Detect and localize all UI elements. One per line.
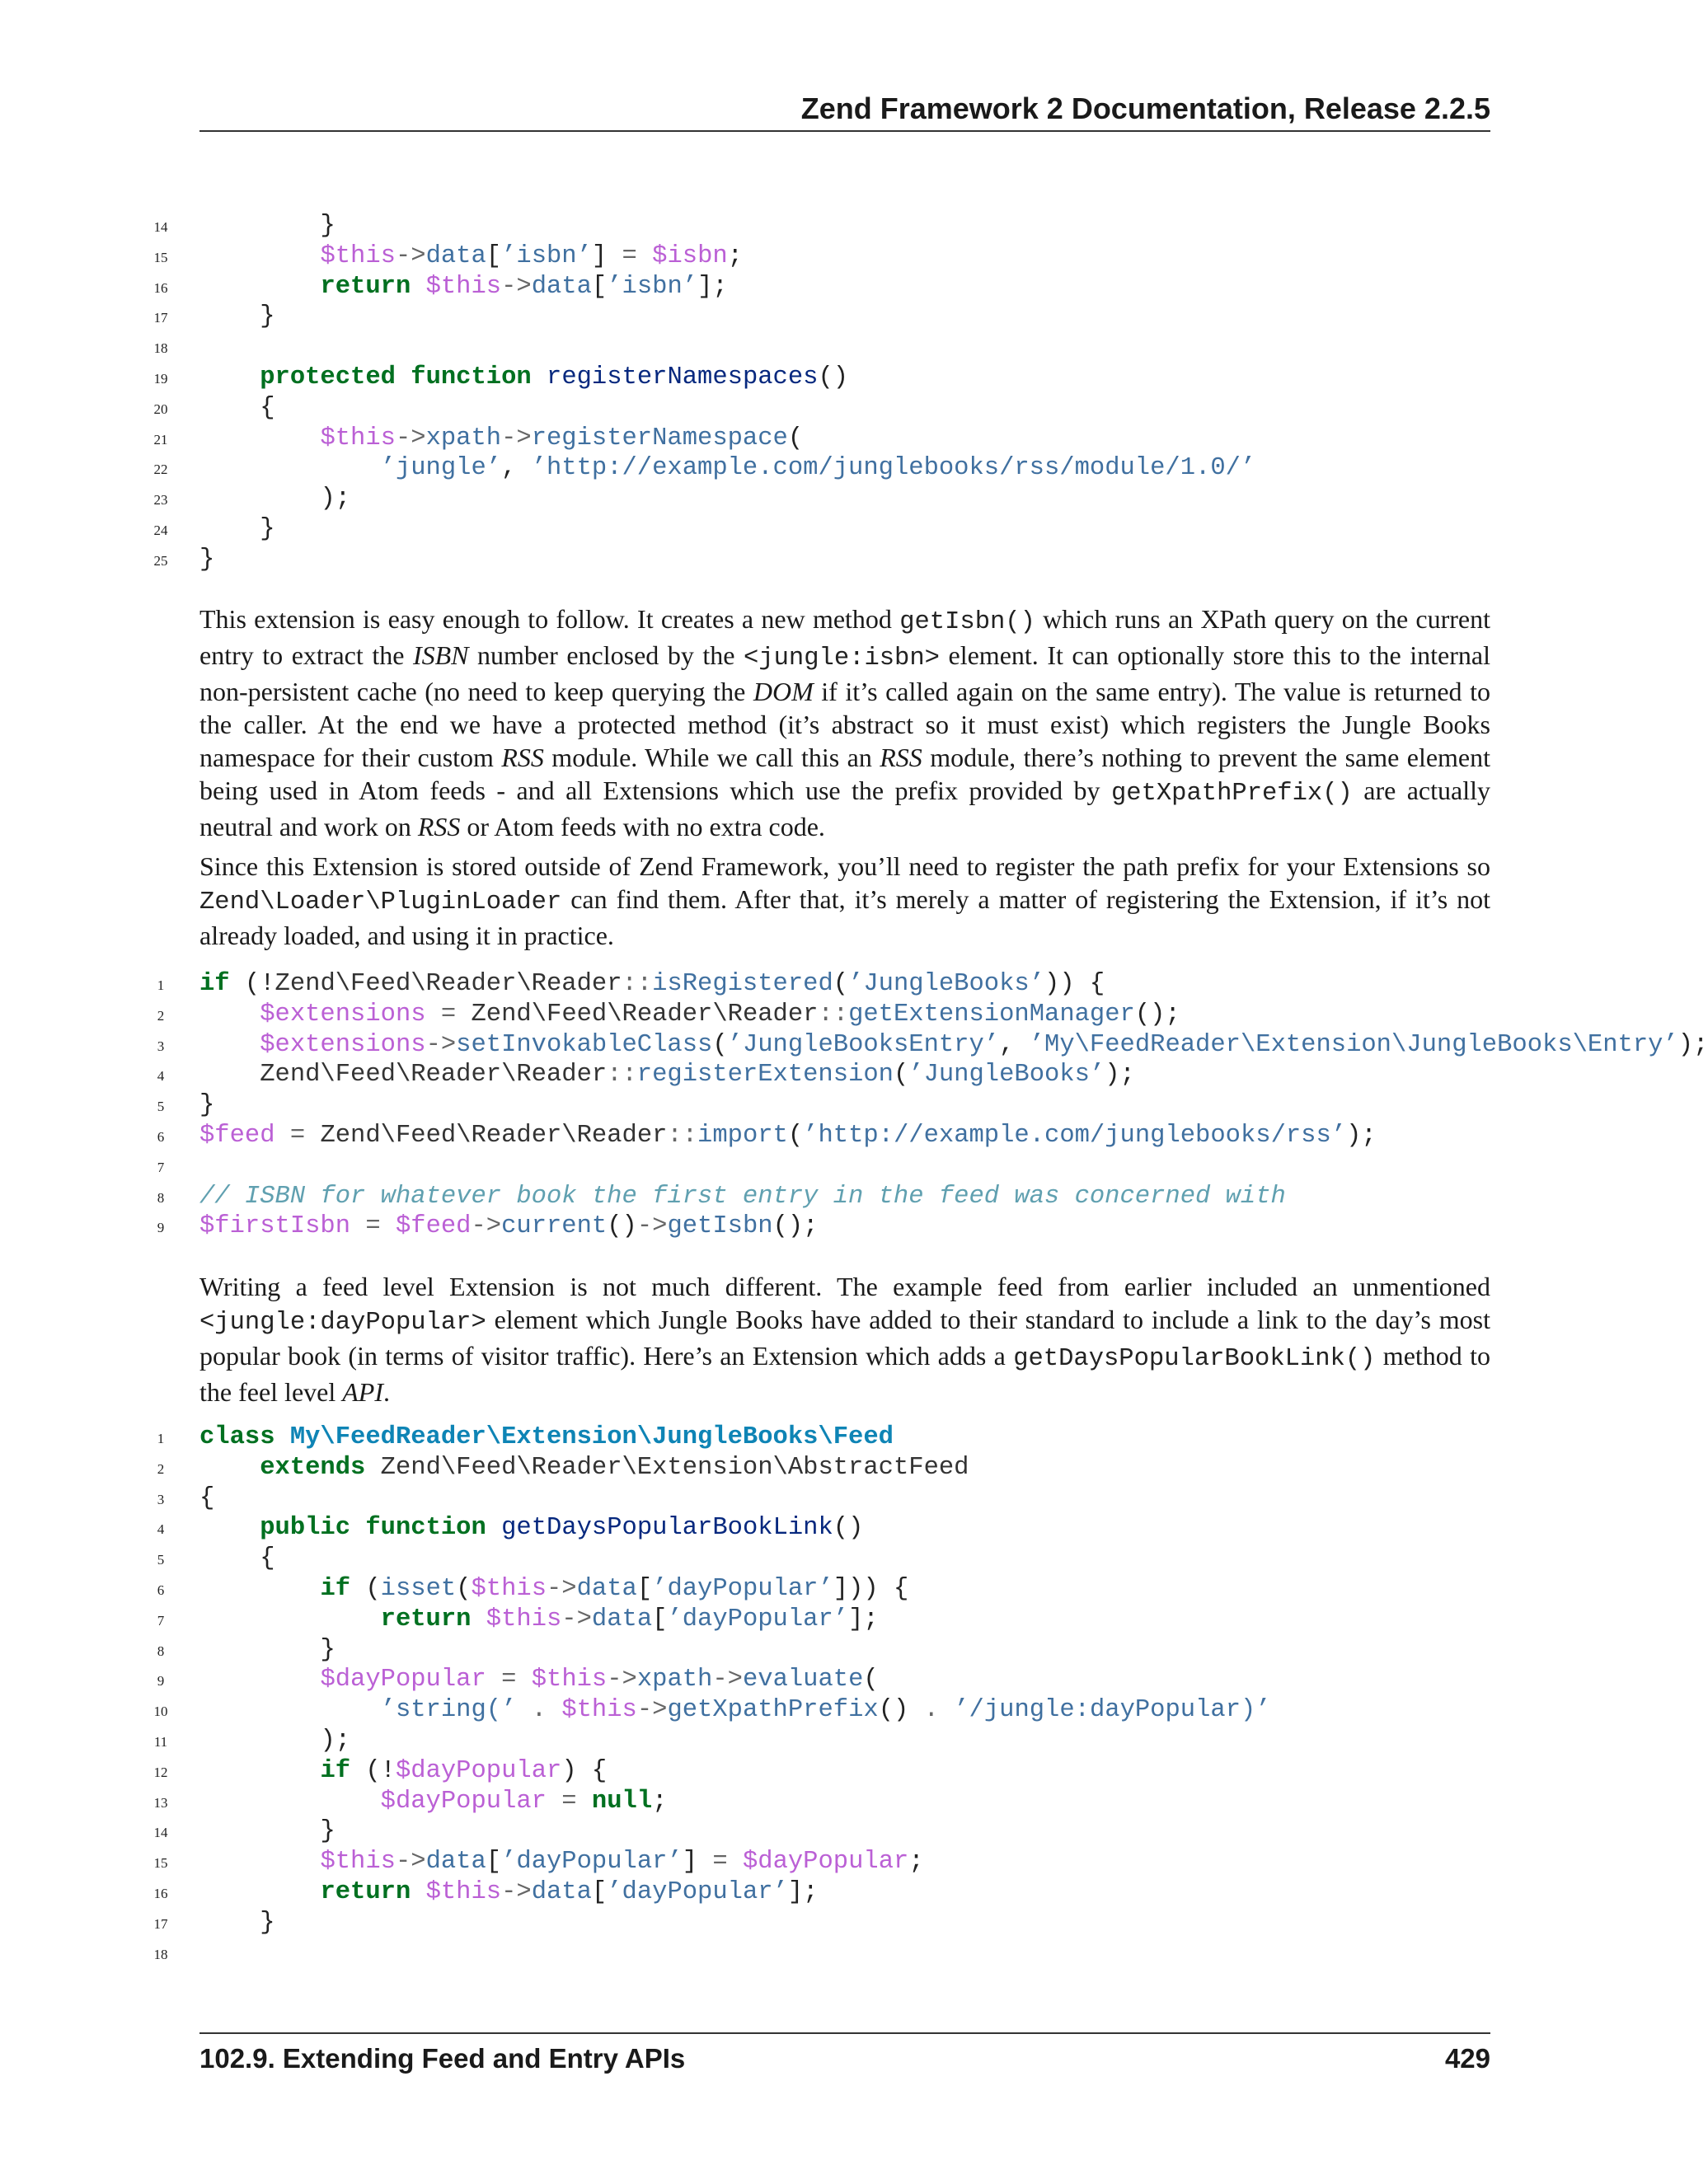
- code-line: 5 }: [0, 1090, 1688, 1121]
- code-line: 1 if (!Zend\Feed\Reader\Reader::isRegistered(’JungleBooks’)) {: [0, 969, 1688, 1000]
- line-number: 6: [157, 1582, 165, 1598]
- code-line: [0, 1151, 1688, 1182]
- code-line: 17 }: [0, 302, 1688, 332]
- code-line: 6 if (isset($this->data[’dayPopular’])) {: [0, 1574, 1688, 1605]
- line-number: 11: [153, 1733, 168, 1750]
- code-line: 15 $this->data[’dayPopular’] = $dayPopular;: [0, 1847, 1688, 1877]
- footer-section-title: 102.9. Extending Feed and Entry APIs: [199, 2043, 686, 2074]
- line-number: 2: [157, 1460, 165, 1477]
- paragraph-extension-explanation: This extension is easy enough to follow. It creates a new method getIsbn() which runs an XPath query on the current entry to extract the ISBN number enclosed by the <jungle:isbn> element. It can optionally store this to the internal non-persistent cache (no need to keep querying the DOM if it’s called again on the same entry). The value is returned to the caller. At the end we have a protected method (it’s abstract so it must exist) which registers the Jungle Books namespace for their custom RSS module. While we call this an RSS module, there’s nothing to prevent the same element being used in Atom feeds - and all Extensions which use the prefix provided by getXpathPrefix() are actually neutral and work on RSS or Atom feeds with no extra code.: [199, 604, 1491, 841]
- line-number: 9: [157, 1220, 165, 1236]
- line-number: 7: [157, 1612, 165, 1629]
- line-number: 18: [153, 1946, 168, 1962]
- header-rule: [199, 130, 1490, 132]
- line-number: 4: [157, 1521, 165, 1538]
- line-number: 3: [157, 1491, 165, 1507]
- code-line: 7 return $this->data[’dayPopular’];: [0, 1605, 1688, 1635]
- code-line: 8 }: [0, 1635, 1688, 1666]
- line-number: 10: [153, 1704, 168, 1720]
- line-number: 4: [157, 1068, 165, 1085]
- line-number: 12: [153, 1764, 168, 1780]
- running-header: Zend Framework 2 Documentation, Release 2.2.5: [800, 91, 1490, 125]
- code-line: 11 );: [0, 1726, 1688, 1756]
- code-line: 4 Zend\Feed\Reader\Reader::registerExtension(’JungleBooks’);: [0, 1060, 1688, 1090]
- line-number: 14: [153, 219, 168, 235]
- line-number: 1: [157, 977, 165, 993]
- line-number: 18: [153, 340, 168, 357]
- code-line: 4 public function getDaysPopularBookLink(): [0, 1513, 1688, 1544]
- code-line: 9 $dayPopular = $this->xpath->evaluate(: [0, 1665, 1688, 1695]
- code-line: [0, 332, 1688, 363]
- line-number: 15: [153, 249, 168, 265]
- code-line: 12 if (!$dayPopular) {: [0, 1756, 1688, 1787]
- running-footer: [199, 2041, 1490, 2077]
- code-line: 23 );: [0, 484, 1688, 514]
- line-number: 24: [153, 522, 168, 538]
- line-number: 13: [153, 1794, 168, 1811]
- code-line: 24 }: [0, 514, 1688, 545]
- code-line: 2 extends Zend\Feed\Reader\Extension\AbstractFeed: [0, 1453, 1688, 1483]
- code-line: 16 return $this->data[’isbn’];: [0, 272, 1688, 302]
- line-number: 9: [157, 1673, 165, 1690]
- line-number: 2: [157, 1007, 165, 1024]
- line-number: 17: [153, 1915, 168, 1932]
- line-number: 1: [157, 1431, 165, 1446]
- line-number: 5: [157, 1552, 165, 1568]
- footer-rule: [199, 2032, 1490, 2034]
- line-number: 16: [153, 1885, 168, 1901]
- code-line: 19 protected function registerNamespaces(): [0, 363, 1688, 393]
- code-line: 8 // ISBN for whatever book the first entry in the feed was concerned with: [0, 1182, 1688, 1212]
- code-line: 2 $extensions = Zend\Feed\Reader\Reader::getExtensionManager();: [0, 1000, 1688, 1030]
- code-block-2: [0, 969, 1708, 1242]
- line-number: 25: [153, 552, 168, 569]
- line-number: 6: [157, 1128, 165, 1145]
- code-line: 17 }: [0, 1908, 1688, 1938]
- line-number: 3: [157, 1038, 165, 1054]
- code-line: 1 class My\FeedReader\Extension\JungleBooks\Feed: [0, 1422, 1688, 1453]
- paragraph-feed-level-extension: Writing a feed level Extension is not much different. The example feed from earlier included an unmentioned <jungle:dayPopular> element which Jungle Books have added to their standard to include a link to the day’s most popular book (in terms of visitor traffic). Here’s an Extension which adds a getDaysPopularBookLink() method to the feel level API.: [199, 1272, 1491, 1407]
- code-line: 15 $this->data[’isbn’] = $isbn;: [0, 241, 1688, 272]
- line-number: 19: [153, 370, 168, 387]
- code-line: 21 $this->xpath->registerNamespace(: [0, 424, 1688, 454]
- line-number: 23: [153, 492, 168, 509]
- line-number: 17: [153, 310, 168, 326]
- line-number: 21: [153, 431, 168, 448]
- line-number: 14: [153, 1825, 168, 1841]
- line-number: 20: [153, 401, 168, 417]
- code-line: 13 $dayPopular = null;: [0, 1787, 1688, 1817]
- code-line: 25 }: [0, 545, 1688, 575]
- code-line: 3 {: [0, 1483, 1688, 1514]
- code-line: 20 {: [0, 393, 1688, 424]
- code-line: 14 }: [0, 211, 1688, 241]
- paragraph-register-prefix: Since this Extension is stored outside of Zend Framework, you’ll need to register the path prefix for your Extensions so Zend\Loader\PluginLoader can find them. After that, it’s merely a matter of registering the Extension, if it’s not already loaded, and using it in practice.: [199, 851, 1490, 950]
- code-line: 3 $extensions->setInvokableClass(’JungleBooksEntry’, ’My\FeedReader\Extension\JungleBooks\Entry’);: [0, 1030, 1688, 1061]
- code-line: 22 ’jungle’, ’http://example.com/junglebooks/rss/module/1.0/’: [0, 453, 1688, 484]
- line-number: 22: [153, 462, 168, 478]
- line-number: 8: [157, 1189, 165, 1206]
- code-line: 16 return $this->data[’dayPopular’];: [0, 1877, 1688, 1908]
- line-number: 5: [157, 1099, 165, 1115]
- code-block-1: [0, 211, 1688, 575]
- code-line: 9 $firstIsbn = $feed->current()->getIsbn();: [0, 1212, 1688, 1242]
- code-line: 14 }: [0, 1816, 1688, 1847]
- code-line: 10 ’string(’ . $this->getXpathPrefix() . ’/jungle:dayPopular)’: [0, 1695, 1688, 1726]
- page-number: 429: [1444, 2043, 1490, 2074]
- line-number: 15: [153, 1855, 168, 1872]
- line-number: 16: [153, 279, 168, 296]
- code-line: 6 $feed = Zend\Feed\Reader\Reader::import(’http://example.com/junglebooks/rss’);: [0, 1121, 1688, 1151]
- code-line: [0, 1938, 1688, 1969]
- code-line: 5 {: [0, 1544, 1688, 1574]
- line-number: 7: [157, 1159, 165, 1175]
- code-block-3: [0, 1422, 1688, 1968]
- line-number: 8: [157, 1643, 165, 1659]
